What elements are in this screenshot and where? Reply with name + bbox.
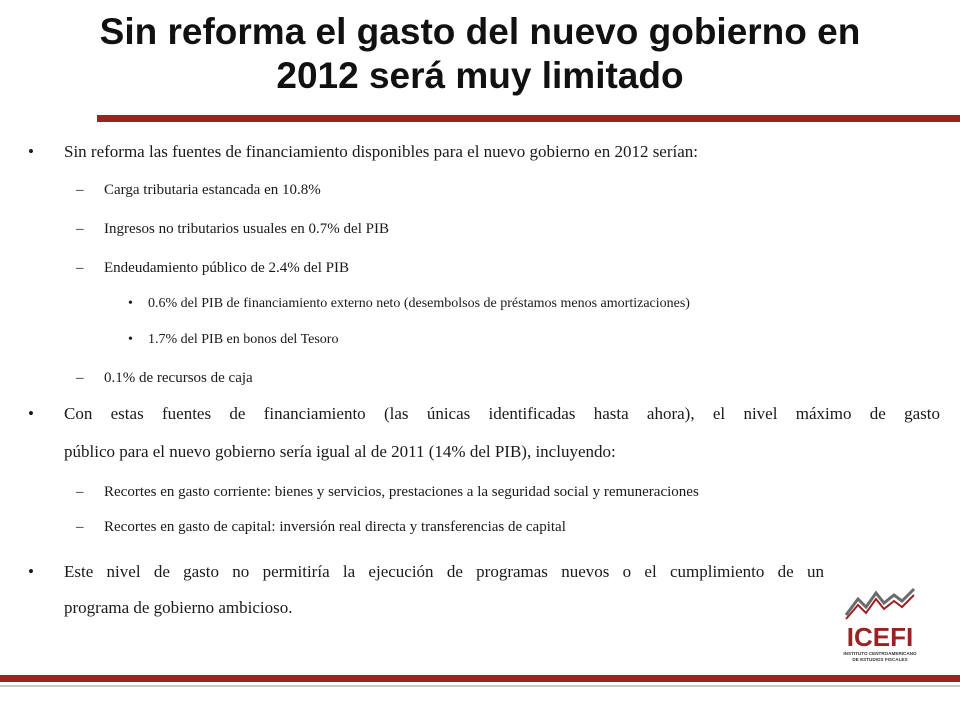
slide-title-line-1: Sin reforma el gasto del nuevo gobierno en [99,11,861,52]
bullet-text-line-2: público para el nuevo gobierno sería igual al de 2011 (14% del PIB), incluyendo: [64,442,616,461]
bullet-text-line-1: Este nivel de gasto no permitiría la ejecución de programas nuevos o el cumplimiento de un [64,562,824,581]
bullet-marker: • [28,142,34,161]
sub-sub-bullet-text: 0.6% del PIB de financiamiento externo neto (desembolsos de préstamos menos amortizaciones) [148,296,690,311]
sub-bullet-text: Recortes en gasto de capital: inversión real directa y transferencias de capital [104,519,566,535]
bullet-marker: • [128,332,133,347]
dash-marker: – [76,182,84,198]
bullet-marker: • [28,562,34,581]
bullet-text-line-2: programa de gobierno ambicioso. [64,598,293,617]
slide-title-line-2: 2012 será muy limitado [276,55,684,96]
mountain-chart-logo-icon [840,585,920,665]
sub-bullet-text: 0.1% de recursos de caja [104,370,253,386]
dash-marker: – [76,519,84,535]
sub-bullet-text: Endeudamiento público de 2.4% del PIB [104,260,349,276]
logo-wordmark: ICEFI [846,622,914,652]
sub-sub-bullet-text: 1.7% del PIB en bonos del Tesoro [148,332,339,347]
sub-bullet-text: Recortes en gasto corriente: bienes y servicios, prestaciones a la seguridad social y remuneraciones [104,484,699,500]
sub-bullet-text: Ingresos no tributarios usuales en 0.7% del PIB [104,221,389,237]
dash-marker: – [76,260,84,276]
icefi-logo [840,585,920,665]
bullet-marker: • [128,296,133,311]
footer-grey-rule [0,685,960,687]
logo-subtitle-line-2: DE ESTUDIOS FISCALES [852,657,908,662]
dash-marker: – [76,221,84,237]
dash-marker: – [76,370,84,386]
logo-subtitle-line-1: INSTITUTO CENTROAMERICANO [843,651,917,656]
bullet-text: Sin reforma las fuentes de financiamiento disponibles para el nuevo gobierno en 2012 serían: [64,142,699,161]
dash-marker: – [76,484,84,500]
bullet-marker: • [28,404,34,423]
bullet-text-line-1: Con estas fuentes de financiamiento (las únicas identificadas hasta ahora), el nivel máximo de gasto [64,404,940,423]
footer-accent-bar [0,675,960,682]
sub-bullet-text: Carga tributaria estancada en 10.8% [104,182,321,198]
